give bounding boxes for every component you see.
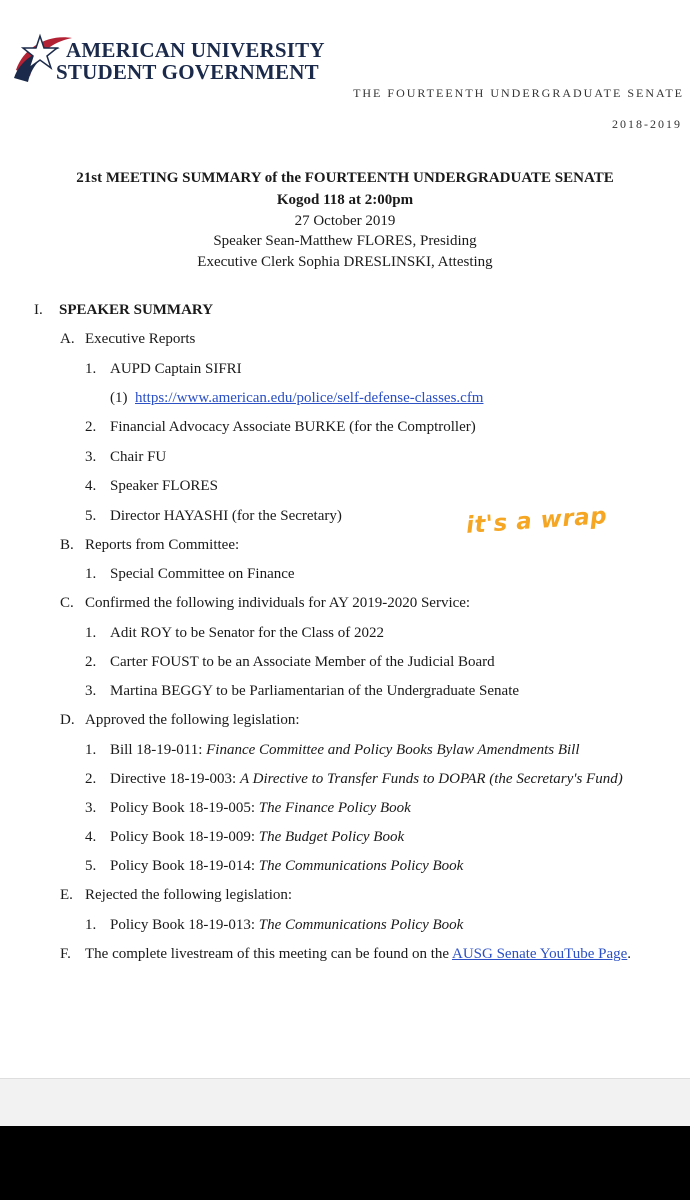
org-name-line1: AMERICAN UNIVERSITY — [66, 38, 325, 62]
item-d3: 3. Policy Book 18-19-005: The Finance Policy Book — [85, 800, 411, 816]
item-a1: 1. AUPD Captain SIFRI — [85, 361, 242, 377]
item-d4: 4. Policy Book 18-19-009: The Budget Policy Book — [85, 829, 405, 845]
meeting-title: 21st MEETING SUMMARY of the FOURTEENTH UNDERGRADUATE SENATE — [76, 170, 614, 186]
its-a-wrap-caption: it's a wrap — [465, 503, 608, 539]
item-c1: 1. Adit ROY to be Senator for the Class of 2022 — [85, 625, 384, 641]
item-a: A. Executive Reports — [60, 331, 196, 347]
senate-heading: THE FOURTEENTH UNDERGRADUATE SENATE — [353, 86, 684, 100]
item-d5: 5. Policy Book 18-19-014: The Communications Policy Book — [85, 858, 464, 874]
item-d: D. Approved the following legislation: — [60, 712, 300, 728]
item-a3: 3. Chair FU — [85, 449, 167, 465]
item-a5: 5. Director HAYASHI (for the Secretary) — [85, 508, 342, 524]
meeting-date: 27 October 2019 — [294, 213, 396, 229]
item-c: C. Confirmed the following individuals for AY 2019-2020 Service: — [60, 595, 471, 611]
item-d1: 1. Bill 18-19-011: Finance Committee and Policy Books Bylaw Amendments Bill — [85, 742, 580, 758]
self-defense-classes-link[interactable]: https://www.american.edu/police/self-defense-classes.cfm — [135, 390, 484, 406]
item-e1: 1. Policy Book 18-19-013: The Communications Policy Book — [85, 917, 464, 933]
item-d2: 2. Directive 18-19-003: A Directive to Transfer Funds to DOPAR (the Secretary's Fund) — [85, 771, 623, 787]
item-a1-sub: (1) https://www.american.edu/police/self-defense-classes.cfm — [110, 390, 484, 406]
section-heading — [34, 302, 213, 319]
item-b1: 1. Special Committee on Finance — [85, 566, 295, 582]
item-f: F. The complete livestream of this meeting can be found on the AUSG Senate YouTube Page. — [60, 946, 632, 962]
item-c2: 2. Carter FOUST to be an Associate Member of the Judicial Board — [85, 654, 495, 670]
item-a2: 2. Financial Advocacy Associate BURKE (for the Comptroller) — [85, 419, 476, 435]
ausg-youtube-link[interactable]: AUSG Senate YouTube Page — [451, 946, 628, 962]
section-title: SPEAKER SUMMARY — [59, 302, 214, 318]
session-year: 2018-2019 — [612, 117, 682, 131]
org-name-line2: STUDENT GOVERNMENT — [56, 60, 319, 84]
au-student-government-logo — [10, 24, 325, 84]
bottom-black-bar — [0, 1126, 690, 1200]
attesting-officer: Executive Clerk Sophia DRESLINSKI, Attesting — [197, 254, 493, 270]
item-a4: 4. Speaker FLORES — [85, 478, 218, 494]
item-b: B. Reports from Committee: — [60, 537, 240, 553]
presiding-officer: Speaker Sean-Matthew FLORES, Presiding — [213, 233, 477, 249]
item-c3: 3. Martina BEGGY to be Parliamentarian of the Undergraduate Senate — [85, 683, 520, 699]
item-e: E. Rejected the following legislation: — [60, 887, 293, 903]
bottom-panel — [0, 1078, 690, 1127]
meeting-location: Kogod 118 at 2:00pm — [276, 192, 414, 208]
section-number: I. — [34, 302, 43, 318]
